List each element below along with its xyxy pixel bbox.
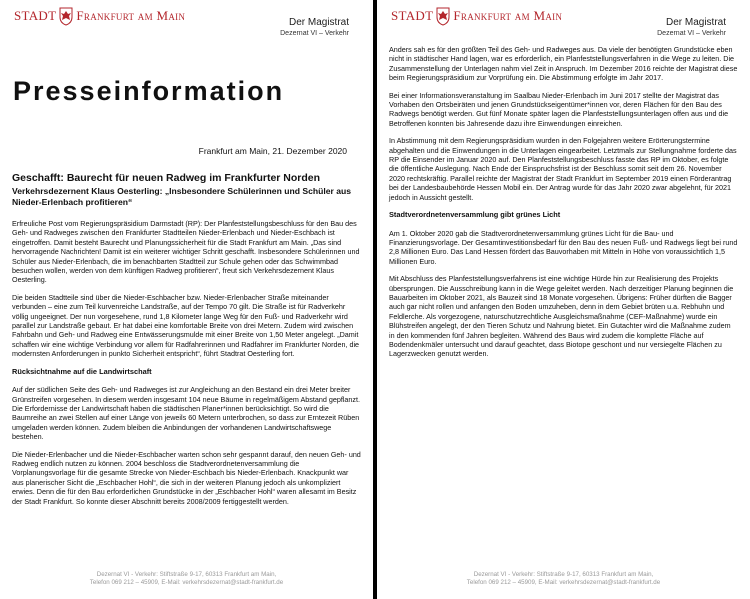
paragraph: Am 1. Oktober 2020 gab die Stadtverordnetenversammlung grünes Licht für die Bau- und Finanzierungsvorlage. Der Gesamtinvestitionsbedarf für den Bau des neuen Fuß- und Radwegs liegt bei rund 2,8 Millionen Euro. Das Land Hessen fördert das Bauvorhaben mit Mitteln in Höhe von voraussichtlich 1,5 Millionen Euro. [389,228,738,266]
press-date: Frankfurt am Main, 21. Dezember 2020 [198,146,347,156]
page-footer [0,571,373,587]
page1-body [12,172,361,514]
footer-address: Dezernat VI - Verkehr: Stiftstraße 9-17, 60313 Frankfurt am Main, [473,571,654,578]
magistrat-department: Dezernat VI – Verkehr [280,30,349,37]
page2-body [389,45,738,367]
section-heading: Rücksichtnahme auf die Landwirtschaft [12,366,152,376]
page-header [0,0,373,48]
document-page-2 [377,0,750,599]
magistrat-block [280,17,349,39]
paragraph: Auf der südlichen Seite des Geh- und Radweges ist zur Angleichung an den Bestand ein drei Meter breiter Grünstreifen vorgesehen. In diesem werden insgesamt 104 neue Bäume in regelmäßigem Abstand gepflanzt. Die Erfordernisse der Landwirtschaft haben die städtischen Planer*innen berücksichtigt. So wird die Baumreihe an zwei Stellen auf einer Länge von jeweils 60 Metern unterbrochen, so dass zur Erntezeit Rüben umgeladen werden können. Zudem bleiben die Anbindungen der vorhandenen Landwirtschaftswege bestehen. [12,385,360,442]
footer-address: Dezernat VI - Verkehr: Stiftstraße 9-17, 60313 Frankfurt am Main, [96,571,277,578]
footer-contact: Telefon 069 212 – 45909, E-Mail: verkehrsdezernat@stadt-frankfurt.de [466,579,661,586]
section-heading: Stadtverordnetenversammlung gibt grünes Licht [389,210,561,220]
city-logo [391,6,562,26]
paragraph: Die beiden Stadtteile sind über die Nieder-Eschbacher bzw. Nieder-Erlenbacher Straße miteinander verbunden – eine zum Teil kurvenreiche Landstraße, auf der Tempo 70 gilt. Die Straße ist für Radverkehr völlig ungeeignet. Der nun vorgesehene, rund 1,8 Kilometer lange Weg für den Fuß- und Radverkehr wird parallel zur Landstraße gebaut. Er hat dabei eine komfortable Breite von drei Metern. Zudem wird zwischen Fahrbahn und Geh- und Radweg eine Entwässerungsmulde mit einer Breite von 1,50 Meter angelegt. „Damit schaffen wir eine wichtige Verbindung vor allem für Radfahrerinnen und Radfahrer im Frankfurter Norden, die modernsten Anforderungen in punkto Sicherheit entspricht“, führt Stadtrat Oesterling fort. [12,292,360,359]
magistrat-title: Der Magistrat [288,17,349,28]
paragraph: Erfreuliche Post vom Regierungspräsidium Darmstadt (RP): Der Planfeststellungsbeschluss für den Bau des Geh- und Radweges zwischen den Frankfurter Stadtteilen Nieder-Erlenbach und Nieder-Eschbach ist eingetroffen. Damit besteht Baurecht und Planungssicherheit für die Stadt Frankfurt am Main. „Das sind hervorragende Nachrichten! Damit ist ein weiterer wichtiger Schritt geschafft. Insbesondere Schülerinnen und Schüler aus Nieder-Erlenbach, die im benachbarten Stadtteil zur Schule gehen oder das Schwimmbad besuchen wollen, werden von dem künftigen Radweg profitieren“, freut sich Verkehrsdezernent Klaus Oesterling. [12,219,360,285]
magistrat-department: Dezernat VI – Verkehr [657,30,726,37]
city-logo [14,6,185,26]
eagle-crest-icon [58,6,74,26]
logo-stadt-text: STADT [14,8,57,23]
magistrat-title: Der Magistrat [665,17,726,28]
document-page-1 [0,0,373,599]
paragraph: Anders sah es für den größten Teil des Geh- und Radweges aus. Da viele der benötigten Grundstücke eben nicht in städtischer Hand lagen, war es erforderlich, ein Planfeststellungsverfahren in die Wege zu leiten. Die Zusammenstellung der Unterlagen nahm viel Zeit in Anspruch. Im Dezember 2016 reichte der Magistrat diese beim Regierungspräsidium zur Vorprüfung ein. Die Abstimmung erfolgte im Jahr 2017. [389,45,738,83]
paragraph: In Abstimmung mit dem Regierungspräsidium wurden in den Folgejahren weitere Erörterungstermine abgehalten und die Einwendungen in die Unterlagen eingearbeitet. Letztmals zur Stellungnahme forderte das RP die Einsender im Januar 2020 auf. Den Planfeststellungsbeschluss fasste das RP im Oktober, es folgte die öffentliche Auslegung. Nach Ende der Einspruchsfrist ist der Beschluss somit seit dem 26. November 2020 rechtskräftig. Parallel reichte der Magistrat der Stadt Frankfurt im September 2019 einen Förderantrag bei der Landesbaubehörde Hessen Mobil ein. Der Antrag wurde für das Jahr 2020 zwar abgelehnt, für 2021 jedoch in Aussicht gestellt. [389,136,737,202]
paragraph: Bei einer Informationsveranstaltung im Saalbau Nieder-Erlenbach im Juni 2017 stellte der Magistrat das Vorhaben den Ortsbeiräten und jenen Grundstückseigentümer*innen vor, deren Flächen für den Bau des Radwegs benötigt werden. Gut fünf Monate später lagen die Planfeststellungsunterlagen offen aus und die Betroffenen konnten bis Jahresende dazu ihre Einwendungen einreichen. [389,90,729,128]
logo-city-text: Frankfurt am Main [76,8,186,23]
footer-contact: Telefon 069 212 – 45909, E-Mail: verkehrsdezernat@stadt-frankfurt.de [89,579,284,586]
paragraph: Die Nieder-Erlenbacher und die Nieder-Eschbacher warten schon sehr gespannt darauf, den neuen Geh- und Radweg endlich nutzen zu können. 2004 beschloss die Stadtverordnetenversammlung die Vorplanungsvorlage für die gesamte Strecke von Nieder-Eschbach bis Nieder-Erlenbach. Knackpunkt war aus planerischer Sicht die „Eschbacher Hohl“, die sich in der weiteren Planung jedoch als unkompliziert erwies. Denn die für den Bau erforderlichen Grundstücke in der „Eschbacher Hohl“ waren allesamt im Besitz der Stadt Frankfurt. So konnte dieser Abschnitt bereits 2008/2009 fertiggestellt werden. [12,449,361,506]
page-header [377,0,750,48]
article-subtitle: Verkehrsdezernent Klaus Oesterling: „Insbesondere Schülerinnen und Schüler aus Nieder-Erlenbach profitieren“ [12,186,352,207]
magistrat-block [657,17,726,39]
logo-stadt-text: STADT [391,8,434,23]
eagle-crest-icon [435,6,451,26]
press-headline: Presseinformation [13,76,285,106]
page-footer [377,571,750,587]
paragraph: Mit Abschluss des Planfeststellungsverfahrens ist eine wichtige Hürde hin zur Realisierung des Projekts übersprungen. Die Ausschreibung kann in die Wege geleitet werden. Nach derzeitiger Planung beginnen die Bauarbeiten im Oktober 2021, als Bauzeit sind 18 Monate vorgesehen. Übrigens: Früher dürften die Bagger auch gar nicht rollen und anfangen den Boden umzuheben, denn in dem Gebiet brüten u.a. Rebhuhn und Feldlerche. Als vorgezogene, naturschutzrechtliche Ausgleichsmaßnahme (CEF-Maßnahme) wurde ein Blühstreifen angelegt, der den Tieren Schutz und Nahrung bietet. Ein Gutachter wird die Maßnahme zudem in den kommenden fünf Jahren begleiten. Während des Baus wird zudem die komplette Fläche auf Bodendenkmäler untersucht und darauf geachtet, dass Biotope geschont und nur versiegelte Flächen zu Lagerzwecken genutzt werden. [389,274,734,359]
logo-city-text: Frankfurt am Main [453,8,563,23]
article-title: Geschafft: Baurecht für neuen Radweg im Frankfurter Norden [12,172,321,184]
